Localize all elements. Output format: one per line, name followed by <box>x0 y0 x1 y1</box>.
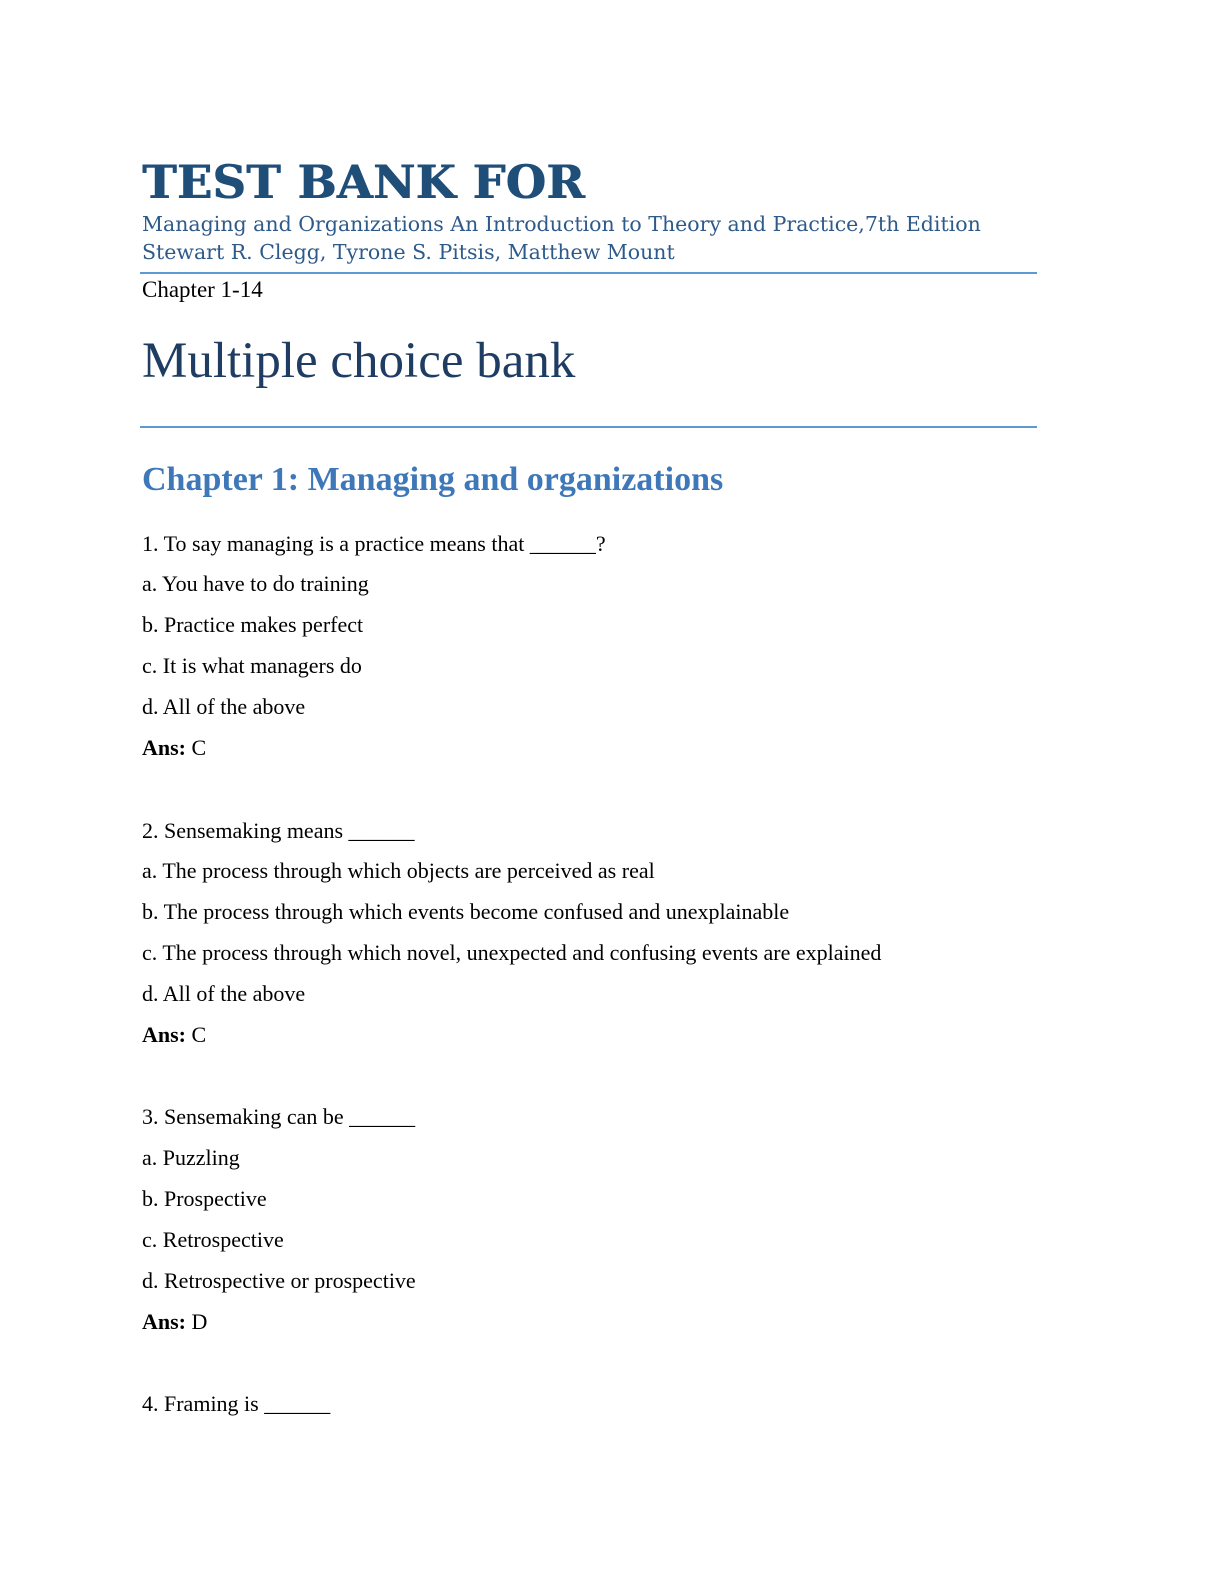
option-b: b. The process through which events become confused and unexplainable <box>142 899 790 924</box>
option-a: a. The process through which objects are perceived as real <box>142 858 655 883</box>
chapter-range: Chapter 1-14 <box>142 277 263 302</box>
answer-value: C <box>191 1022 207 1047</box>
answer <box>142 1021 206 1049</box>
option-b: b. Prospective <box>142 1186 267 1211</box>
answer-value: C <box>191 735 207 760</box>
divider <box>140 426 1037 428</box>
chapter-heading: Chapter 1: Managing and organizations <box>142 461 724 498</box>
answer <box>142 734 206 762</box>
option-d: d. All of the above <box>142 981 306 1006</box>
question-text: 2. Sensemaking means ______ <box>142 818 415 843</box>
answer-label: Ans: <box>142 735 187 760</box>
option-a: a. Puzzling <box>142 1145 240 1170</box>
divider <box>140 272 1037 274</box>
book-subtitle: Managing and Organizations An Introduction to Theory and Practice,7th Edition Stewart R. Clegg, Tyrone S. Pitsis, Matthew Mount <box>142 212 981 264</box>
answer <box>142 1308 207 1336</box>
answer-label: Ans: <box>142 1022 187 1047</box>
question-text: 3. Sensemaking can be ______ <box>142 1104 416 1129</box>
answer-value: D <box>191 1309 208 1334</box>
page-title: Multiple choice bank <box>142 333 576 389</box>
option-c: c. Retrospective <box>142 1227 284 1252</box>
test-bank-banner: TEST BANK FOR <box>142 155 585 209</box>
option-c: c. It is what managers do <box>142 653 362 678</box>
option-d: d. Retrospective or prospective <box>142 1268 416 1293</box>
option-b: b. Practice makes perfect <box>142 612 364 637</box>
question-text: 4. Framing is ______ <box>142 1391 331 1416</box>
option-d: d. All of the above <box>142 694 306 719</box>
option-c: c. The process through which novel, unexpected and confusing events are explained <box>142 940 882 965</box>
answer-label: Ans: <box>142 1309 187 1334</box>
option-a: a. You have to do training <box>142 571 369 596</box>
question-text: 1. To say managing is a practice means that ______? <box>142 531 606 556</box>
